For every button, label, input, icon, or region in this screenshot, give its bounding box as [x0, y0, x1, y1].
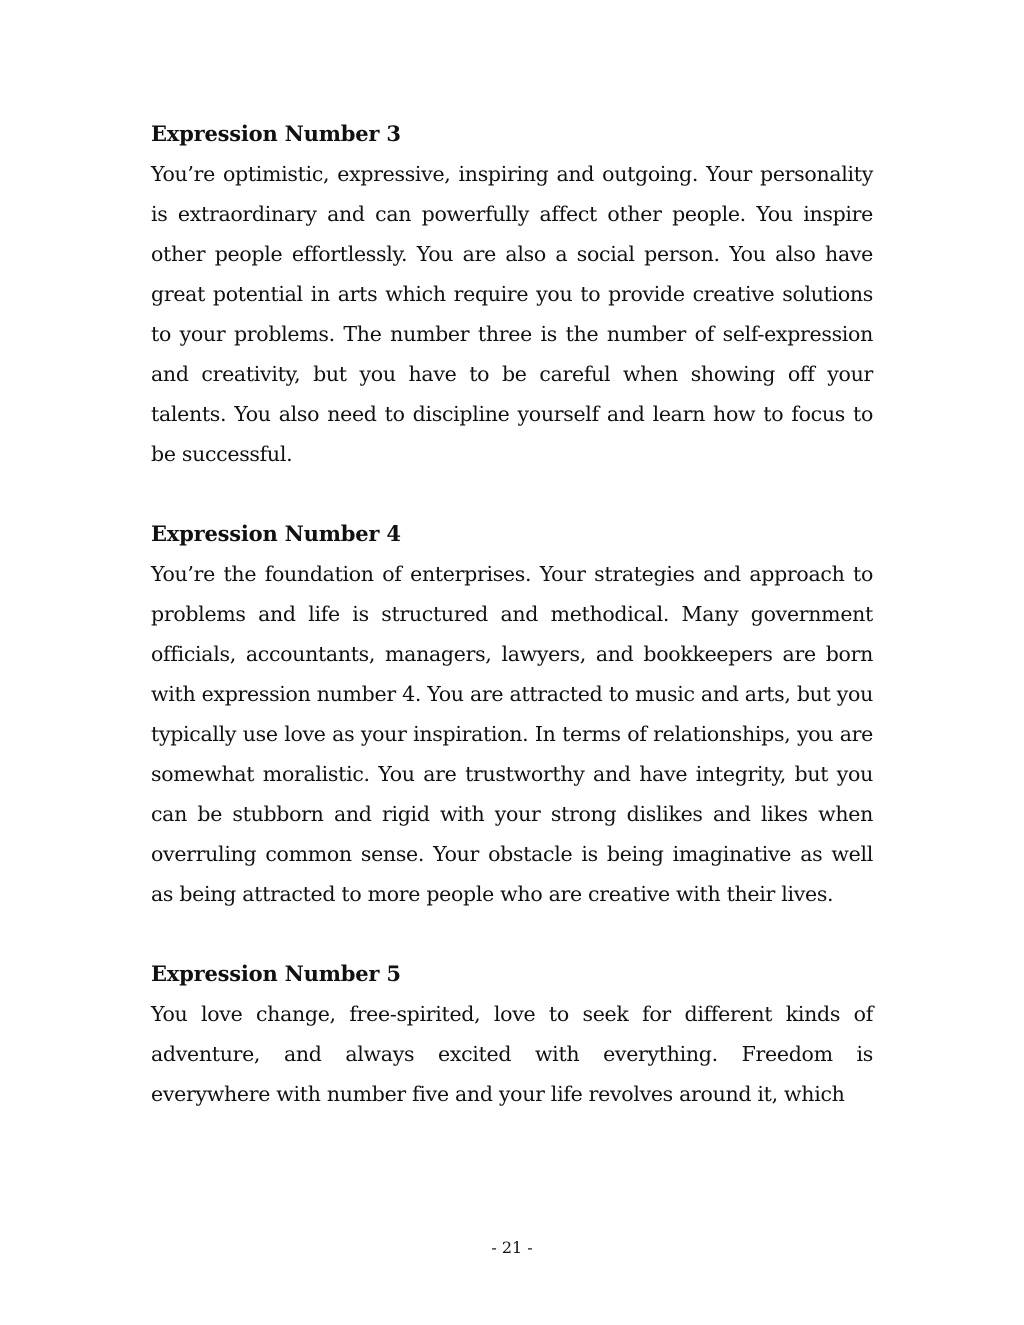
section-expression-5	[151, 954, 873, 1114]
section-paragraph: You’re the foundation of enterprises. Your strategies and approach to problems and life is structured and methodical. Many government officials, accountants, managers, lawyers, and bookkeepers are born with expression number 4. You are attracted to music and arts, but you typically use love as your inspiration. In terms of relationships, you are somewhat moralistic. You are trustworthy and have integrity, but you can be stubborn and rigid with your strong dislikes and likes when overruling common sense. Your obstacle is being imaginative as well as being attracted to more people who are creative with their lives.	[151, 562, 873, 906]
section-expression-3	[151, 114, 873, 474]
page-number: - 21 -	[491, 1238, 533, 1257]
document-page	[151, 114, 873, 1114]
section-paragraph: You love change, free-spirited, love to seek for different kinds of adventure, and always excited with everything. Freedom is everywhere with number five and your life revolves around it, which	[151, 1002, 873, 1106]
section-expression-4	[151, 514, 873, 914]
section-heading: Expression Number 3	[151, 121, 401, 146]
section-heading: Expression Number 5	[151, 961, 401, 986]
section-paragraph: You’re optimistic, expressive, inspiring and outgoing. Your personality is extraordinary and can powerfully affect other people. You inspire other people effortlessly. You are also a social person. You also have great potential in arts which require you to provide creative solutions to your problems. The number three is the number of self-expression and creativity, but you have to be careful when showing off your talents. You also need to discipline yourself and learn how to focus to be successful.	[151, 162, 873, 466]
section-heading: Expression Number 4	[151, 521, 401, 546]
